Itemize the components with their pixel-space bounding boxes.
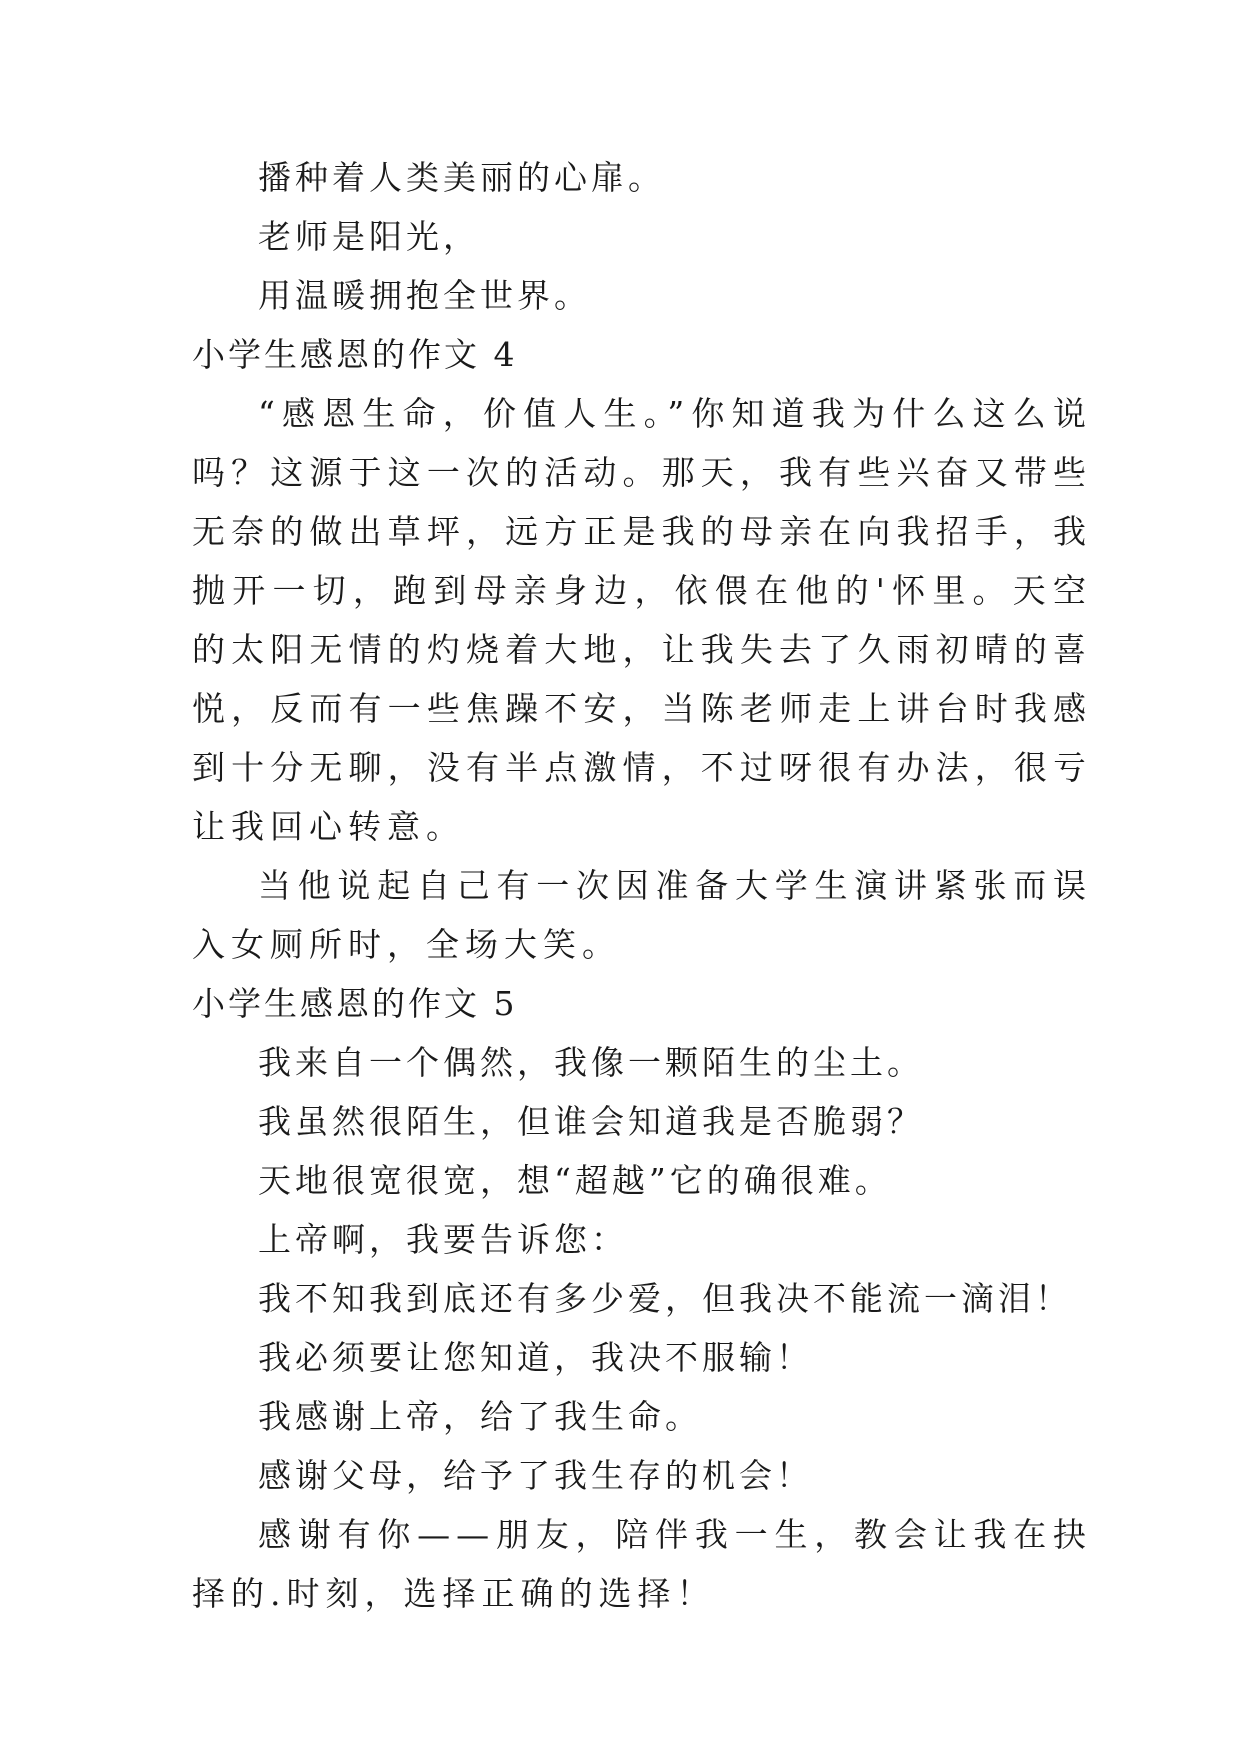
essay-4-paragraph-1: “感恩生命，价值人生。”你知道我为什么这么说吗？这源于这一次的活动。那天，我有些兴奋又带些无奈的做出草坪，远方正是我的母亲在向我招手，我抛开一切，跑到母亲身边，依偎在他的'怀里。天空的太阳无情的灼烧着大地，让我失去了久雨初晴的喜悦，反而有一些焦躁不安，当陈老师走上讲台时我感到十分无聊，没有半点激情，不过呀很有办法，很亏让我回心转意。 (192, 394, 1092, 846)
essay-5-line: 上帝啊，我要告诉您： (258, 1220, 628, 1259)
essay-5-last-paragraph: 感谢有你——朋友，陪伴我一生，教会让我在抉择的.时刻，选择正确的选择！ (192, 1515, 1092, 1613)
document-body (192, 148, 1092, 1623)
essay-5-line: 感谢父母，给予了我生存的机会！ (258, 1456, 813, 1495)
essay-5-line: 我虽然很陌生，但谁会知道我是否脆弱？ (258, 1102, 924, 1141)
essay-5-heading: 小学生感恩的作文 5 (192, 984, 518, 1023)
essay-5-line: 天地很宽很宽，想“超越”它的确很难。 (258, 1161, 892, 1200)
poem-line: 用温暖拥抱全世界。 (258, 276, 591, 315)
essay-4-heading: 小学生感恩的作文 4 (192, 335, 518, 374)
poem-line: 播种着人类美丽的心扉。 (258, 158, 665, 197)
essay-5-line: 我来自一个偶然，我像一颗陌生的尘土。 (258, 1043, 924, 1082)
essay-5-line: 我不知我到底还有多少爱，但我决不能流一滴泪！ (258, 1279, 1072, 1318)
essay-5-line: 我必须要让您知道，我决不服输！ (258, 1338, 813, 1377)
poem-line: 老师是阳光， (258, 217, 480, 256)
essay-4-paragraph-2: 当他说起自己有一次因准备大学生演讲紧张而误入女厕所时，全场大笑。 (192, 866, 1092, 964)
essay-5-line: 我感谢上帝，给了我生命。 (258, 1397, 702, 1436)
